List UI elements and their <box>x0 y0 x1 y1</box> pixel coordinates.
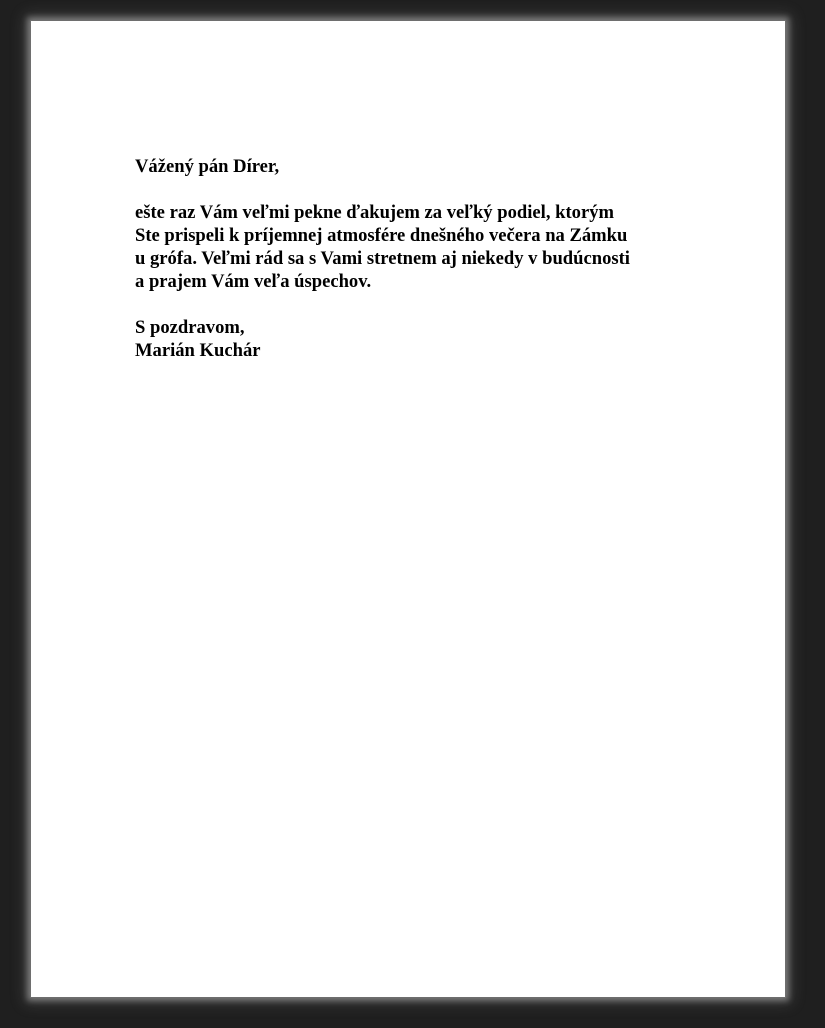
letter-body-line: a prajem Vám veľa úspechov. <box>135 271 372 292</box>
letter-greeting: Vážený pán Dírer, <box>135 156 280 177</box>
letter-body-line: Ste prispeli k príjemnej atmosfére dnešného večera na Zámku <box>135 225 628 246</box>
letter-closing-block <box>135 316 735 362</box>
letter-body-line: ešte raz Vám veľmi pekne ďakujem za veľký podiel, ktorým <box>135 202 614 223</box>
letter-content <box>135 155 735 362</box>
letter-body-line: u grófa. Veľmi rád sa s Vami stretnem aj niekedy v budúcnosti <box>135 248 630 269</box>
letter-closing: S pozdravom, <box>135 317 245 338</box>
document-page <box>30 20 786 998</box>
letter-body <box>135 201 735 293</box>
letter-signature: Marián Kuchár <box>135 340 261 361</box>
